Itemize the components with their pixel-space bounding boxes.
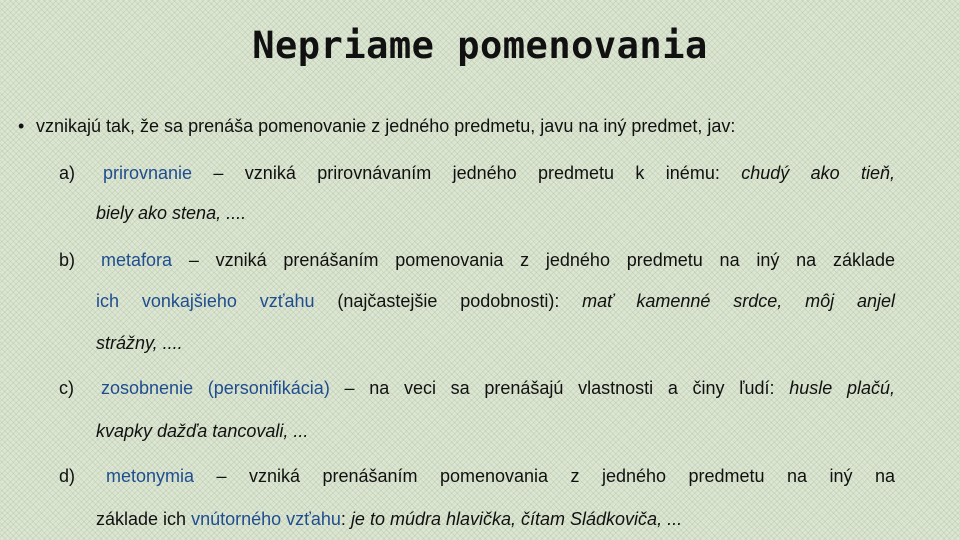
item-a-example-cont: biely ako stena, .... bbox=[96, 203, 247, 223]
item-d-line-2 bbox=[96, 509, 895, 530]
item-d-line-1 bbox=[106, 466, 895, 487]
item-d-text: – vzniká prenášaním pomenovania z jedného predmetu na iný na bbox=[194, 466, 895, 486]
item-c-marker: c) bbox=[59, 378, 74, 398]
item-c-line-2 bbox=[96, 421, 895, 442]
term-prirovnanie: prirovnanie bbox=[103, 163, 193, 183]
item-a-marker: a) bbox=[59, 163, 76, 183]
item-b-line-1 bbox=[101, 250, 895, 271]
item-b-line-2 bbox=[96, 291, 895, 312]
item-c-example: husle plačú, bbox=[789, 378, 895, 398]
term-metafora: metafora bbox=[101, 250, 173, 270]
term-metonymia: metonymia bbox=[106, 466, 195, 486]
item-c-text: – na veci sa prenášajú vlastnosti a činy ľudí: bbox=[329, 378, 790, 398]
item-d-marker: d) bbox=[59, 466, 76, 486]
bullet-icon: • bbox=[18, 116, 25, 136]
slide-title: Nepriame pomenovania bbox=[252, 24, 708, 67]
term-vnutorny-vztah: vnútorného vzťahu bbox=[191, 509, 341, 529]
term-vonkajsi-vztah: ich vonkajšieho vzťahu bbox=[96, 291, 315, 311]
item-b-example-cont: strážny, .... bbox=[96, 333, 183, 353]
item-d-example: je to múdra hlavička, čítam Sládkoviča, ... bbox=[350, 509, 683, 529]
item-a-line-2 bbox=[96, 203, 895, 224]
item-b-example: mať kamenné srdce, môj anjel bbox=[582, 291, 895, 311]
item-b-marker: b) bbox=[59, 250, 76, 270]
item-b-text: – vzniká prenášaním pomenovania z jedného predmetu na iný na základe bbox=[172, 250, 895, 270]
item-d-text-2: : bbox=[340, 509, 351, 529]
intro-text: vznikajú tak, že sa prenáša pomenovanie z jedného predmetu, javu na iný predmet, jav: bbox=[36, 116, 736, 136]
item-a-example: chudý ako tieň, bbox=[741, 163, 896, 183]
item-d-text-pre: základe ich bbox=[96, 509, 192, 529]
item-b-text-2: (najčastejšie podobnosti): bbox=[314, 291, 583, 311]
item-a-line-1 bbox=[103, 163, 895, 184]
intro-bullet-line bbox=[18, 116, 735, 137]
item-b-line-3 bbox=[96, 333, 895, 354]
item-a-text: – vzniká prirovnávaním jedného predmetu k inému: bbox=[192, 163, 742, 183]
item-c-line-1 bbox=[101, 378, 895, 399]
item-c-example-cont: kvapky dažďa tancovali, ... bbox=[96, 421, 309, 441]
term-zosobnenie: zosobnenie (personifikácia) bbox=[101, 378, 330, 398]
